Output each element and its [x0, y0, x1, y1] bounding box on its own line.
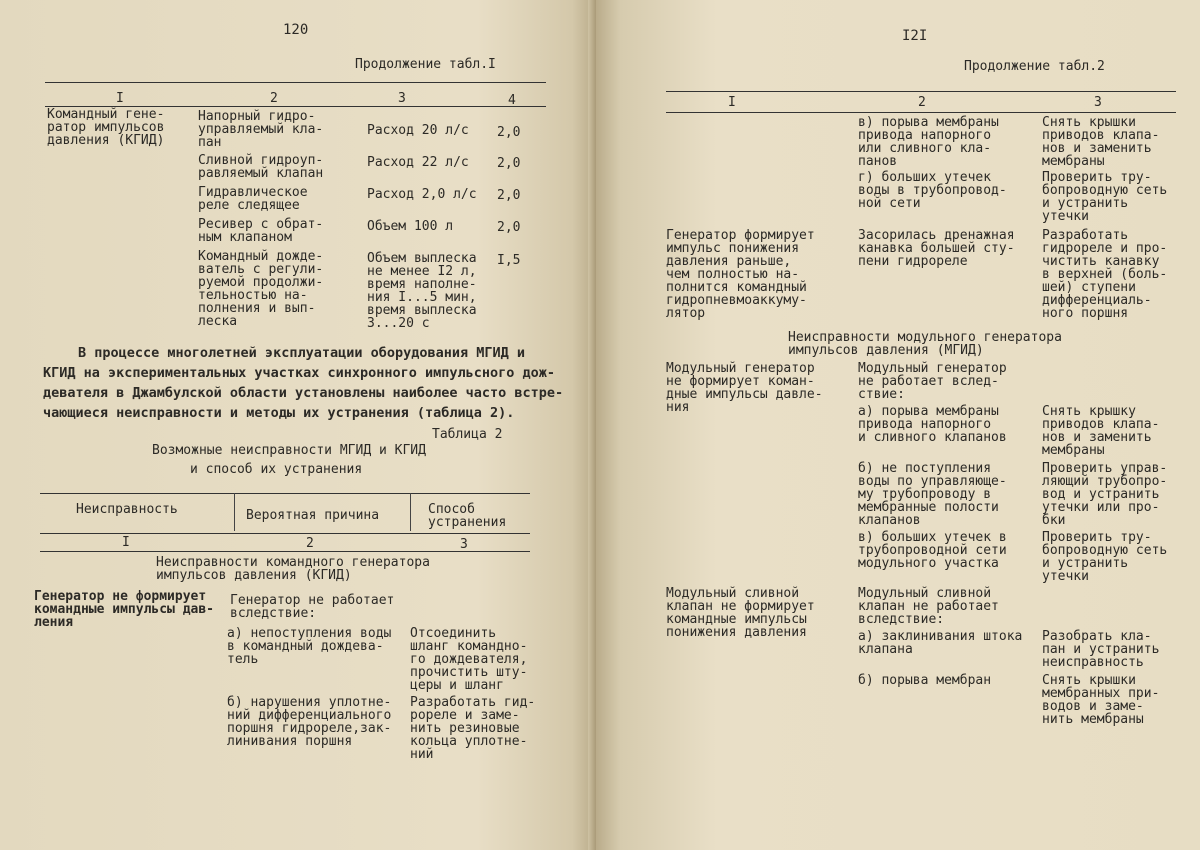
cause-text: б) порыва мембран — [858, 673, 992, 688]
remedy-text: Разработать гидрореле и про- чистить канавку в верхней (боль- шей) ступени дифференциаль- ного поршня — [1042, 228, 1168, 321]
table-top-rule — [666, 91, 1176, 92]
paragraph-line: В процессе многолетней эксплуатации оборудования МГИД и — [78, 345, 526, 361]
col-header: I — [728, 95, 736, 110]
cause-text: б) не поступления воды по управляюще- му трубопроводу в мембранные полости клапанов — [858, 461, 1007, 528]
component-value: 2,0 — [497, 220, 521, 235]
col-header: Неисправность — [76, 502, 178, 517]
table-label: Таблица 2 — [432, 427, 503, 442]
component-name: Сливной гидроуп- равляемый клапан — [198, 153, 324, 181]
component-value: 2,0 — [497, 188, 521, 203]
page-number: I2I — [902, 28, 928, 44]
cause-intro: Модульный сливной клапан не работает вследствие: — [858, 586, 999, 627]
component-name: Командный дожде- ватель с регули- руемой продолжи- тельностью на- полнения и вып- леска — [198, 249, 324, 329]
table-header-rule — [666, 112, 1176, 113]
remedy-text: Проверить управ- ляющий трубопро- вод и устранить утечки или про- бки — [1042, 461, 1168, 528]
table2-number-rule — [40, 551, 530, 552]
row-group-label: Командный гене- ратор импульсов давления (КГИД) — [47, 107, 165, 148]
component-param: Расход 2,0 л/с — [367, 187, 477, 202]
fault-text: Генератор не формирует командные импульсы дав- ления — [34, 589, 215, 630]
fault-text: Модульный сливной клапан не формирует командные импульсы понижения давления — [666, 586, 815, 640]
table-title: Возможные неисправности МГИД и КГИД — [152, 443, 426, 458]
col-number: I — [122, 535, 130, 550]
cause-intro: Генератор не работает вследствие: — [230, 593, 395, 621]
component-value: 2,0 — [497, 156, 521, 171]
cause-text: а) порыва мембраны привода напорного и сливного клапанов — [858, 404, 1007, 445]
component-value: 2,0 — [497, 125, 521, 140]
cause-text: а) непоступления воды в командный дождева- тель — [227, 626, 392, 667]
table2-header-rule — [40, 533, 530, 534]
column-divider — [410, 493, 411, 531]
col-number: 3 — [460, 537, 468, 552]
paragraph-line: КГИД на экспериментальных участках синхронного импульсного дож- — [43, 365, 556, 381]
col-number: 2 — [306, 536, 314, 551]
col-header: 4 — [508, 93, 516, 108]
cause-text: в) порыва мембраны привода напорного или сливного кла- панов — [858, 115, 999, 169]
left-page — [0, 0, 596, 850]
col-header: Способ устранения — [428, 502, 507, 530]
paragraph-line: девателя в Джамбулской области установлены наиболее часто встре- — [43, 385, 564, 401]
col-header: Вероятная причина — [246, 508, 380, 523]
remedy-text: Проверить тру- бопроводную сеть и устранить утечки — [1042, 170, 1168, 224]
col-header: 2 — [918, 95, 926, 110]
component-name: Гидравлическое реле следящее — [198, 185, 308, 213]
col-header: I — [116, 91, 124, 106]
col-header: 3 — [1094, 95, 1102, 110]
component-name: Напорный гидро- управляемый кла- пан — [198, 109, 324, 150]
component-name: Ресивер с обрат- ным клапаном — [198, 217, 324, 245]
cause-text: а) заклинивания штока клапана — [858, 629, 1023, 657]
section-heading: Неисправности командного генератора импульсов давления (КГИД) — [156, 555, 430, 583]
table-continuation-label: Продолжение табл.2 — [964, 59, 1105, 74]
table-top-rule — [45, 82, 546, 83]
paragraph-line: чающиеся неисправности и методы их устранения (таблица 2). — [43, 405, 515, 421]
component-param: Объем выплеска не менее I2 л, время наполне- ния I...5 мин, время выплеска 3...20 с — [367, 251, 477, 331]
fault-text: Модульный генератор не формирует коман- дные импульсы давле- ния — [666, 361, 823, 415]
cause-intro: Модульный генератор не работает вслед- ствие: — [858, 361, 1007, 402]
table-title: и способ их устранения — [190, 462, 363, 477]
fault-text: Генератор формирует импульс понижения давления раньше, чем полностью на- полнится командный гидропневмоаккуму- лятор — [666, 228, 815, 321]
component-param: Объем 100 л — [367, 219, 454, 234]
section-heading: Неисправности модульного генератора импульсов давления (МГИД) — [788, 330, 1062, 358]
remedy-text: Снять крышки приводов клапа- нов и заменить мембраны — [1042, 115, 1160, 169]
remedy-text: Отсоединить шланг командно- го дождевателя, прочистить шту- церы и шланг — [410, 626, 528, 693]
col-header: 2 — [270, 91, 278, 106]
cause-text: б) нарушения уплотне- ний дифференциального поршня гидрореле,зак- линивания поршня — [227, 695, 392, 749]
cause-text: г) больших утечек воды в трубопровод- ной сети — [858, 170, 1007, 211]
remedy-text: Снять крышку приводов клапа- нов и заменить мембраны — [1042, 404, 1160, 458]
cause-text: в) больших утечек в трубопроводной сети модульного участка — [858, 530, 1007, 571]
cause-text: Засорилась дренажная канавка большей сту- пени гидрореле — [858, 228, 1015, 269]
table2-top-rule — [40, 493, 530, 494]
remedy-text: Разобрать кла- пан и устранить неисправность — [1042, 629, 1160, 670]
page-number: 120 — [283, 22, 309, 38]
table-continuation-label: Продолжение табл.I — [355, 57, 496, 72]
remedy-text: Разработать гид- рореле и заме- нить резиновые кольца уплотне- ний — [410, 695, 536, 762]
component-param: Расход 22 л/с — [367, 155, 469, 170]
right-page — [596, 0, 1200, 850]
col-header: 3 — [398, 91, 406, 106]
remedy-text: Проверить тру- бопроводную сеть и устранить утечки — [1042, 530, 1168, 584]
column-divider — [234, 493, 235, 531]
component-param: Расход 20 л/с — [367, 123, 469, 138]
remedy-text: Снять крышки мембранных при- водов и заме- нить мембраны — [1042, 673, 1160, 727]
component-value: I,5 — [497, 253, 521, 268]
